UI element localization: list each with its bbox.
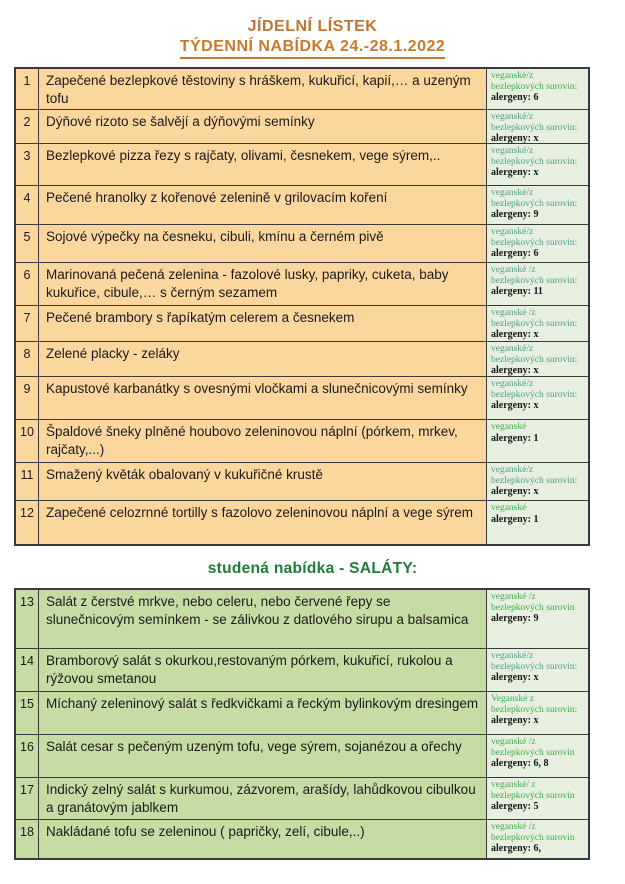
salads-heading: studená nabídka - SALÁTY: xyxy=(207,560,418,577)
diet-tag: veganské/ z bezlepkových surovin xyxy=(491,780,575,801)
dish-description: Nakládané tofu se zeleninou ( papričky, zelí, cibule,..) xyxy=(39,820,487,858)
diet-info-cell xyxy=(487,225,588,262)
allergens-label: alergeny: x xyxy=(491,133,539,143)
diet-info-cell xyxy=(487,144,588,185)
row-number: 3 xyxy=(16,144,39,185)
diet-info-cell xyxy=(487,778,588,819)
allergens-label: alergeny: 6, xyxy=(491,843,541,854)
table-row xyxy=(16,692,588,735)
row-number: 9 xyxy=(16,377,39,419)
dish-description: Bezlepkové pizza řezy s rajčaty, olivami, česnekem, vege sýrem,.. xyxy=(39,144,487,185)
diet-tag: veganské/z bezlepkových surovin: xyxy=(491,71,578,92)
diet-info-cell xyxy=(487,377,588,419)
table-row xyxy=(16,144,588,186)
allergens-label: alergeny: x xyxy=(491,715,539,726)
table-row xyxy=(16,342,588,377)
row-number: 11 xyxy=(16,463,39,500)
diet-info-cell xyxy=(487,501,588,544)
allergens-label: alergeny: x xyxy=(491,400,539,411)
allergens-label: alergeny: x xyxy=(491,329,539,340)
table-row xyxy=(16,463,588,501)
diet-info-cell xyxy=(487,420,588,462)
table-row xyxy=(16,649,588,692)
allergens-label: alergeny: 1 xyxy=(491,432,539,444)
allergens-label: alergeny: 6 xyxy=(491,92,539,103)
allergens-label: alergeny: 6, 8 xyxy=(491,758,549,769)
allergens-label: alergeny: 1 xyxy=(491,513,539,525)
dish-description: Indický zelný salát s kurkumou, zázvorem, arašídy, lahůdkovou cibulkou a granátovým jablkem xyxy=(39,778,487,819)
diet-info-cell xyxy=(487,820,588,858)
diet-info-cell xyxy=(487,463,588,500)
diet-info-cell xyxy=(487,342,588,376)
diet-info-cell xyxy=(487,69,588,109)
dish-description: Dýňové rizoto se šalvějí a dýňovými semínky xyxy=(39,110,487,143)
dish-description: Marinovaná pečená zelenina - fazolové lusky, papriky, cuketa, baby kukuřice, cibule,… s černým sezamem xyxy=(39,263,487,305)
dish-description: Kapustové karbanátky s ovesnými vločkami a slunečnicovými semínky xyxy=(39,377,487,419)
row-number: 7 xyxy=(16,306,39,341)
allergens-label: alergeny: 9 xyxy=(491,613,539,624)
diet-tag: veganské/z bezlepkových surovin: xyxy=(491,112,578,133)
allergens-label: alergeny: x xyxy=(491,486,539,497)
diet-tag: veganské/z bezlepkových surovin: xyxy=(491,344,578,365)
diet-tag: veganské xyxy=(491,422,527,432)
hot-menu-table xyxy=(14,67,590,546)
diet-tag: Veganské z bezlepkových surovin: xyxy=(491,694,578,715)
dish-description: Míchaný zeleninový salát s ředkvičkami a řeckým bylinkovým dresingem xyxy=(39,692,487,734)
allergens-label: alergeny: x xyxy=(491,365,539,376)
diet-info-cell xyxy=(487,110,588,143)
dish-description: Zapečené celozrnné tortilly s fazolovo zeleninovou náplní a vege sýrem xyxy=(39,501,487,544)
diet-tag: veganské /z bezlepkových surovin xyxy=(491,592,575,613)
table-row xyxy=(16,590,588,649)
dish-description: Salát z čerstvé mrkve, nebo celeru, nebo červené řepy se slunečnicovým semínkem - se zálivkou z datlového sirupu a balsamica xyxy=(39,590,487,648)
row-number: 14 xyxy=(16,649,39,691)
table-row xyxy=(16,186,588,225)
dish-description: Špaldové šneky plněné houbovo zeleninovou náplní (pórkem, mrkev, rajčaty,...) xyxy=(39,420,487,462)
dish-description: Pečené brambory s řapíkatým celerem a česnekem xyxy=(39,306,487,341)
diet-tag: veganské xyxy=(491,503,527,513)
table-row xyxy=(16,225,588,263)
dish-description: Sojové výpečky na česneku, cibuli, kmínu a černém pivě xyxy=(39,225,487,262)
diet-info-cell xyxy=(487,692,588,734)
table-row xyxy=(16,820,588,858)
diet-tag: veganské /z bezlepkových surovin xyxy=(491,737,575,758)
diet-tag: veganské /z bezlepkových surovin: xyxy=(491,308,578,329)
dish-description: Pečené hranolky z kořenové zelenině v grilovacím koření xyxy=(39,186,487,224)
row-number: 5 xyxy=(16,225,39,262)
diet-tag: veganské/z bezlepkových surovin: xyxy=(491,465,578,486)
allergens-label: alergeny: 6 xyxy=(491,248,539,259)
table-row xyxy=(16,263,588,306)
dish-description: Zapečené bezlepkové těstoviny s hráškem, kukuřicí, kapií,… a uzeným tofu xyxy=(39,69,487,109)
diet-info-cell xyxy=(487,306,588,341)
page-title: JÍDELNÍ LÍSTEK xyxy=(247,18,378,35)
row-number: 12 xyxy=(16,501,39,544)
row-number: 17 xyxy=(16,778,39,819)
table-row xyxy=(16,735,588,778)
dish-description: Smažený květák obalovaný v kukuřičné krustě xyxy=(39,463,487,500)
table-row xyxy=(16,778,588,820)
diet-tag: veganské/z bezlepkových surovin: xyxy=(491,146,578,167)
dish-description: Bramborový salát s okurkou,restovaným pórkem, kukuřicí, rukolou a rýžovou smetanou xyxy=(39,649,487,691)
diet-info-cell xyxy=(487,263,588,305)
diet-tag: veganské/z bezlepkových surovin: xyxy=(491,379,578,400)
diet-tag: veganské/z bezlepkových surovin: xyxy=(491,188,578,209)
dish-description: Zelené placky - zeláky xyxy=(39,342,487,376)
allergens-label: alergeny: 9 xyxy=(491,209,539,220)
diet-info-cell xyxy=(487,735,588,777)
row-number: 13 xyxy=(16,590,39,648)
row-number: 15 xyxy=(16,692,39,734)
page-subtitle-text: TÝDENNÍ NABÍDKA 24.-28.1.2022 xyxy=(180,38,446,59)
table-row xyxy=(16,420,588,463)
table-row xyxy=(16,501,588,544)
diet-tag: veganské /z bezlepkových surovin: xyxy=(491,265,578,286)
row-number: 18 xyxy=(16,820,39,858)
table-row xyxy=(16,377,588,420)
row-number: 10 xyxy=(16,420,39,462)
table-row xyxy=(16,306,588,342)
row-number: 1 xyxy=(16,69,39,109)
diet-info-cell xyxy=(487,649,588,691)
row-number: 8 xyxy=(16,342,39,376)
page-subtitle xyxy=(0,38,625,59)
row-number: 16 xyxy=(16,735,39,777)
salads-menu-table xyxy=(14,588,590,860)
table-row xyxy=(16,69,588,110)
row-number: 6 xyxy=(16,263,39,305)
row-number: 4 xyxy=(16,186,39,224)
allergens-label: alergeny: 5 xyxy=(491,801,539,812)
allergens-label: alergeny: x xyxy=(491,167,539,178)
diet-tag: veganské/z bezlepkových surovin: xyxy=(491,651,578,672)
diet-tag: veganské /z bezlepkových surovin xyxy=(491,822,575,843)
row-number: 2 xyxy=(16,110,39,143)
diet-info-cell xyxy=(487,590,588,648)
allergens-label: alergeny: 11 xyxy=(491,286,543,297)
table-row xyxy=(16,110,588,144)
dish-description: Salát cesar s pečeným uzeným tofu, vege sýrem, sojanézou a ořechy xyxy=(39,735,487,777)
diet-tag: veganské/z bezlepkových surovin: xyxy=(491,227,578,248)
allergens-label: alergeny: x xyxy=(491,672,539,683)
diet-info-cell xyxy=(487,186,588,224)
